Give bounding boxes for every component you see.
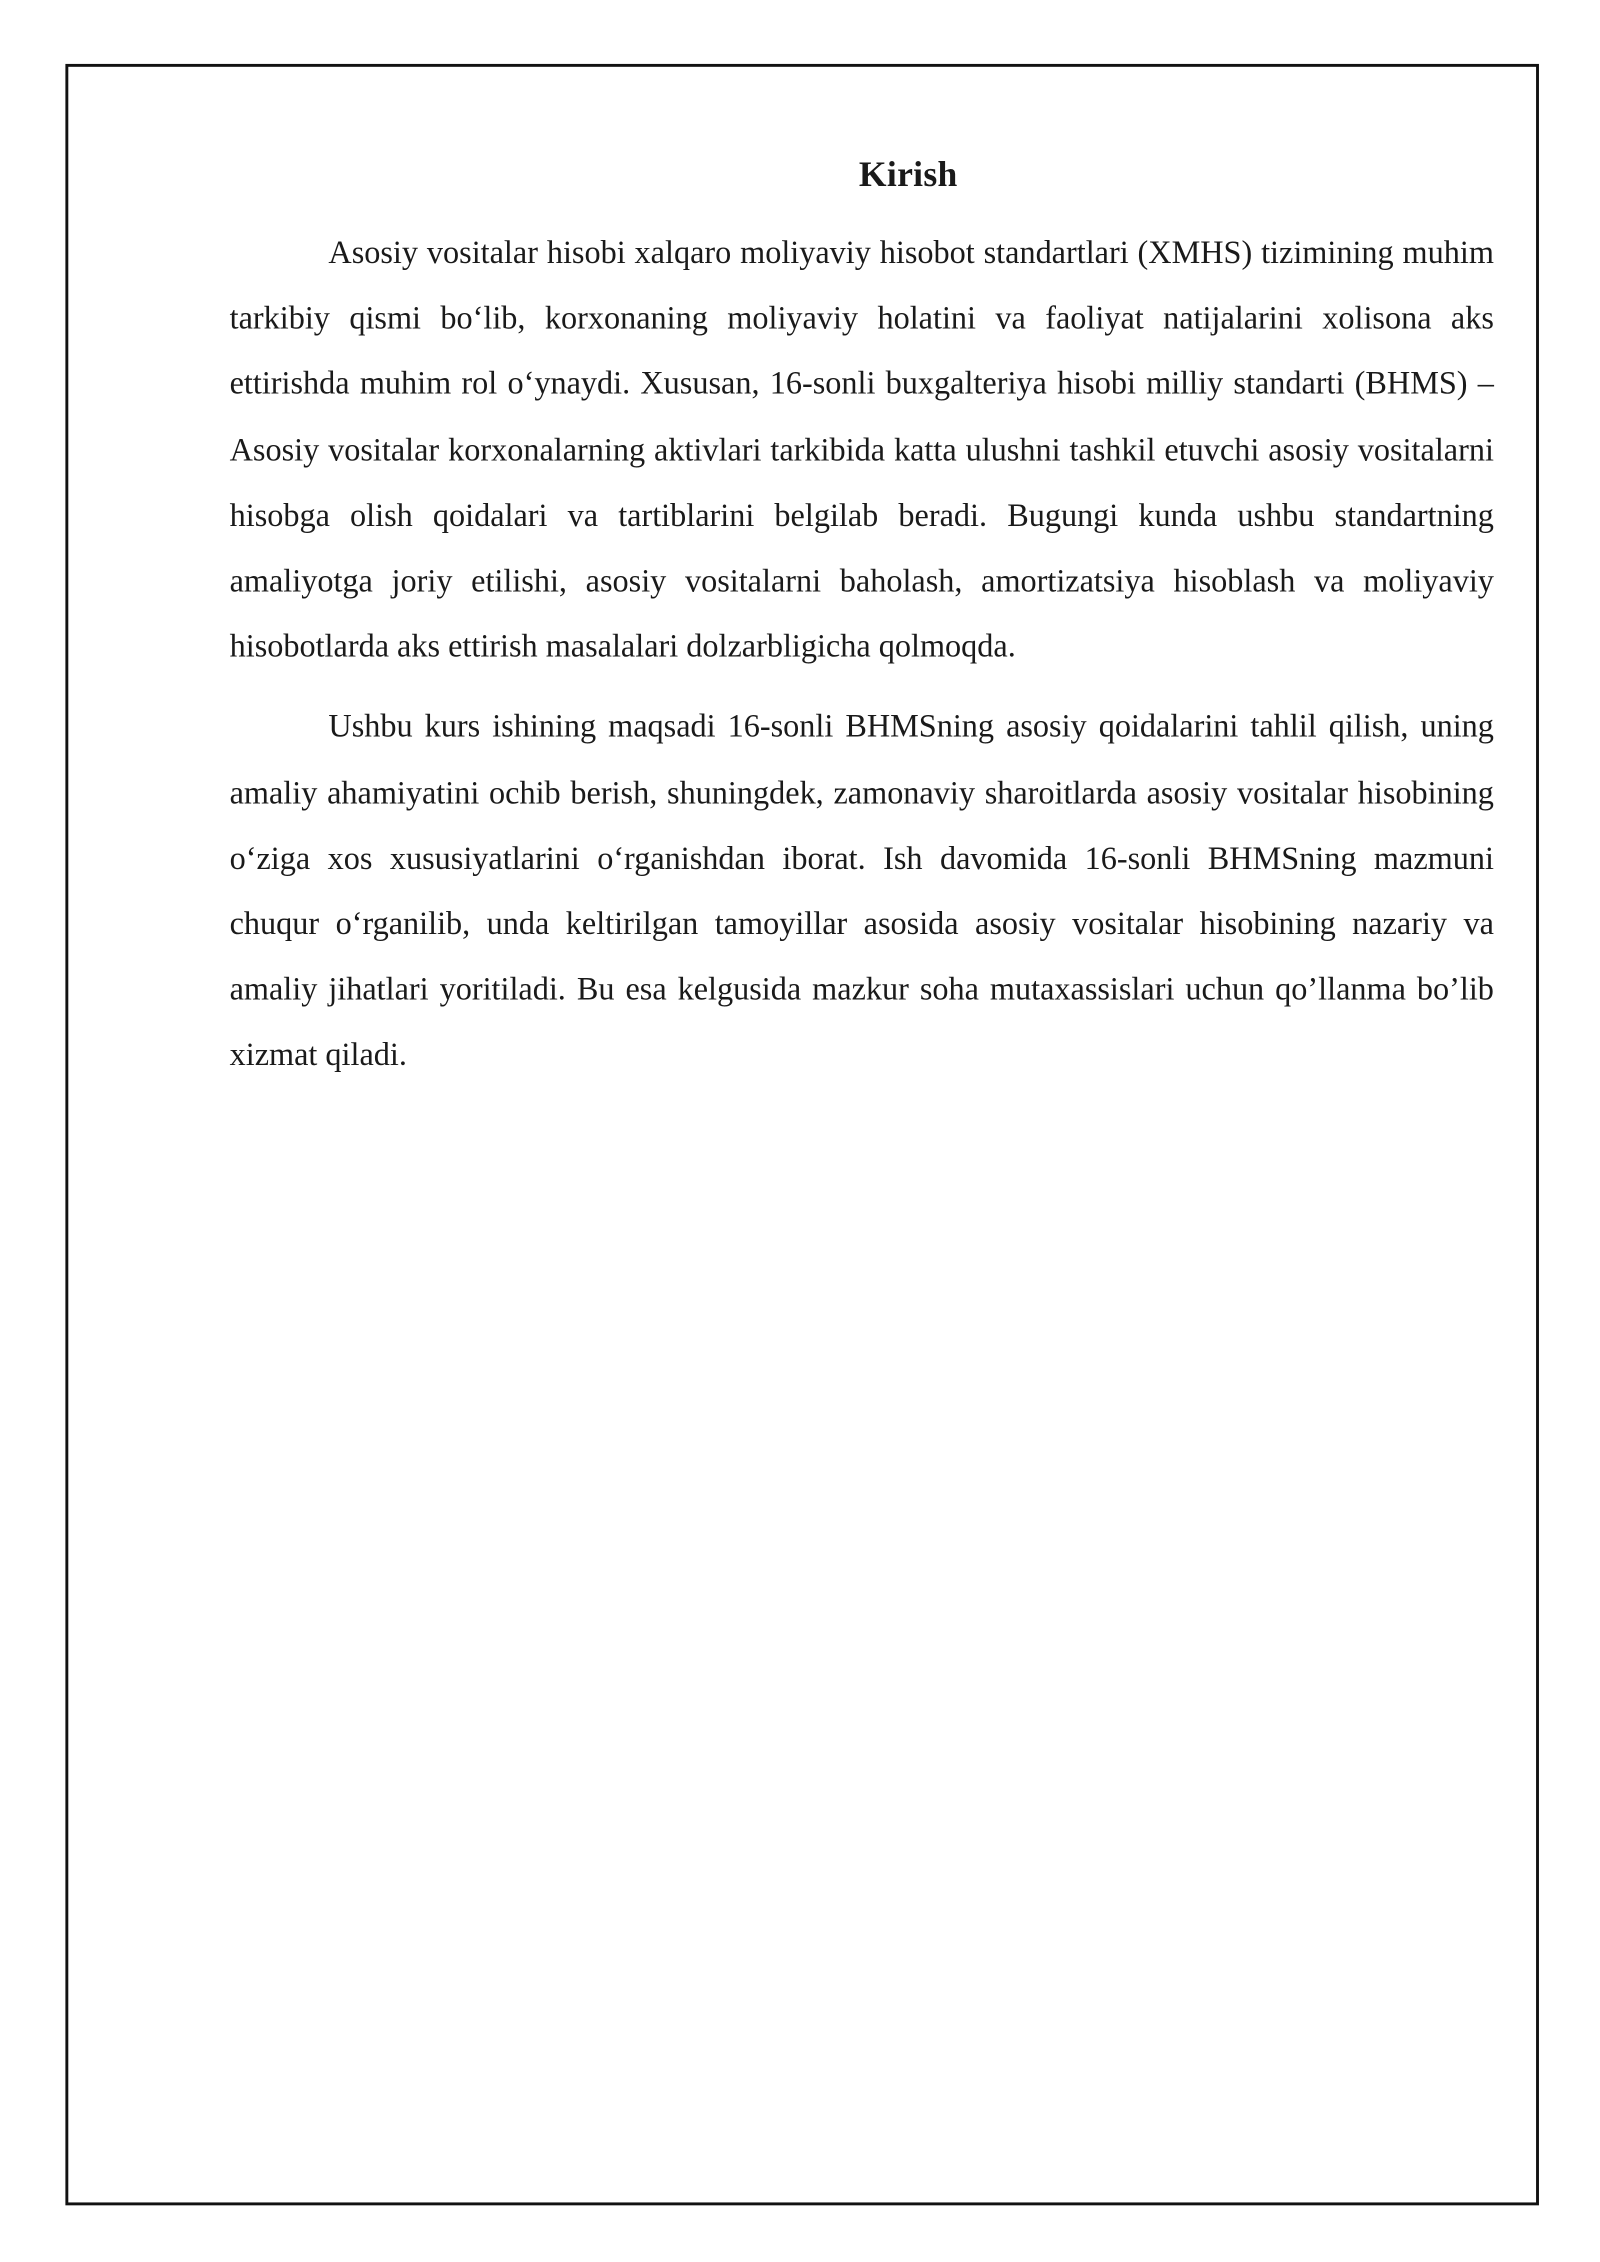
page-heading: Kirish	[858, 155, 958, 195]
page-content	[230, 150, 1494, 1103]
paragraph-1: Asosiy vositalar hisobi xalqaro moliyaviy hisobot standartlari (XMHS) tizimining muhim tarkibiy qismi bo‘lib, korxonaning moliyaviy holatini va faoliyat natijalarini xolisona aks ettirishda muhim rol o‘ynaydi. Xususan, 16-sonli buxgalteriya hisobi milliy standarti (BHMS) – Asosiy vositalar korxonalarning aktivlari tarkibida katta ulushni tashkil etuvchi asosiy vositalarni hisobga olish qoidalari va tartiblarini belgilab beradi. Bugungi kunda ushbu standartning amaliyotga joriy etilishi, asosiy vositalarni baholash, amortizatsiya hisoblash va moliyaviy hisobotlarda aks ettirish masalalari dolzarbligicha qolmoqda.	[229, 233, 1494, 665]
paragraph-2: Ushbu kurs ishining maqsadi 16-sonli BHMSning asosiy qoidalarini tahlil qilish, uning amaliy ahamiyatini ochib berish, shuningdek, zamonaviy sharoitlarda asosiy vositalar hisobining o‘ziga xos xususiyatlarini o‘rganishdan iborat. Ish davomida 16-sonli BHMSning mazmuni chuqur o‘rganilib, unda keltirilgan tamoyillar asosida asosiy vositalar hisobining nazariy va amaliy jihatlari yoritiladi. Bu esa kelgusida mazkur soha mutaxassislari uchun qo’llanma bo’lib xizmat qiladi.	[229, 708, 1494, 1073]
